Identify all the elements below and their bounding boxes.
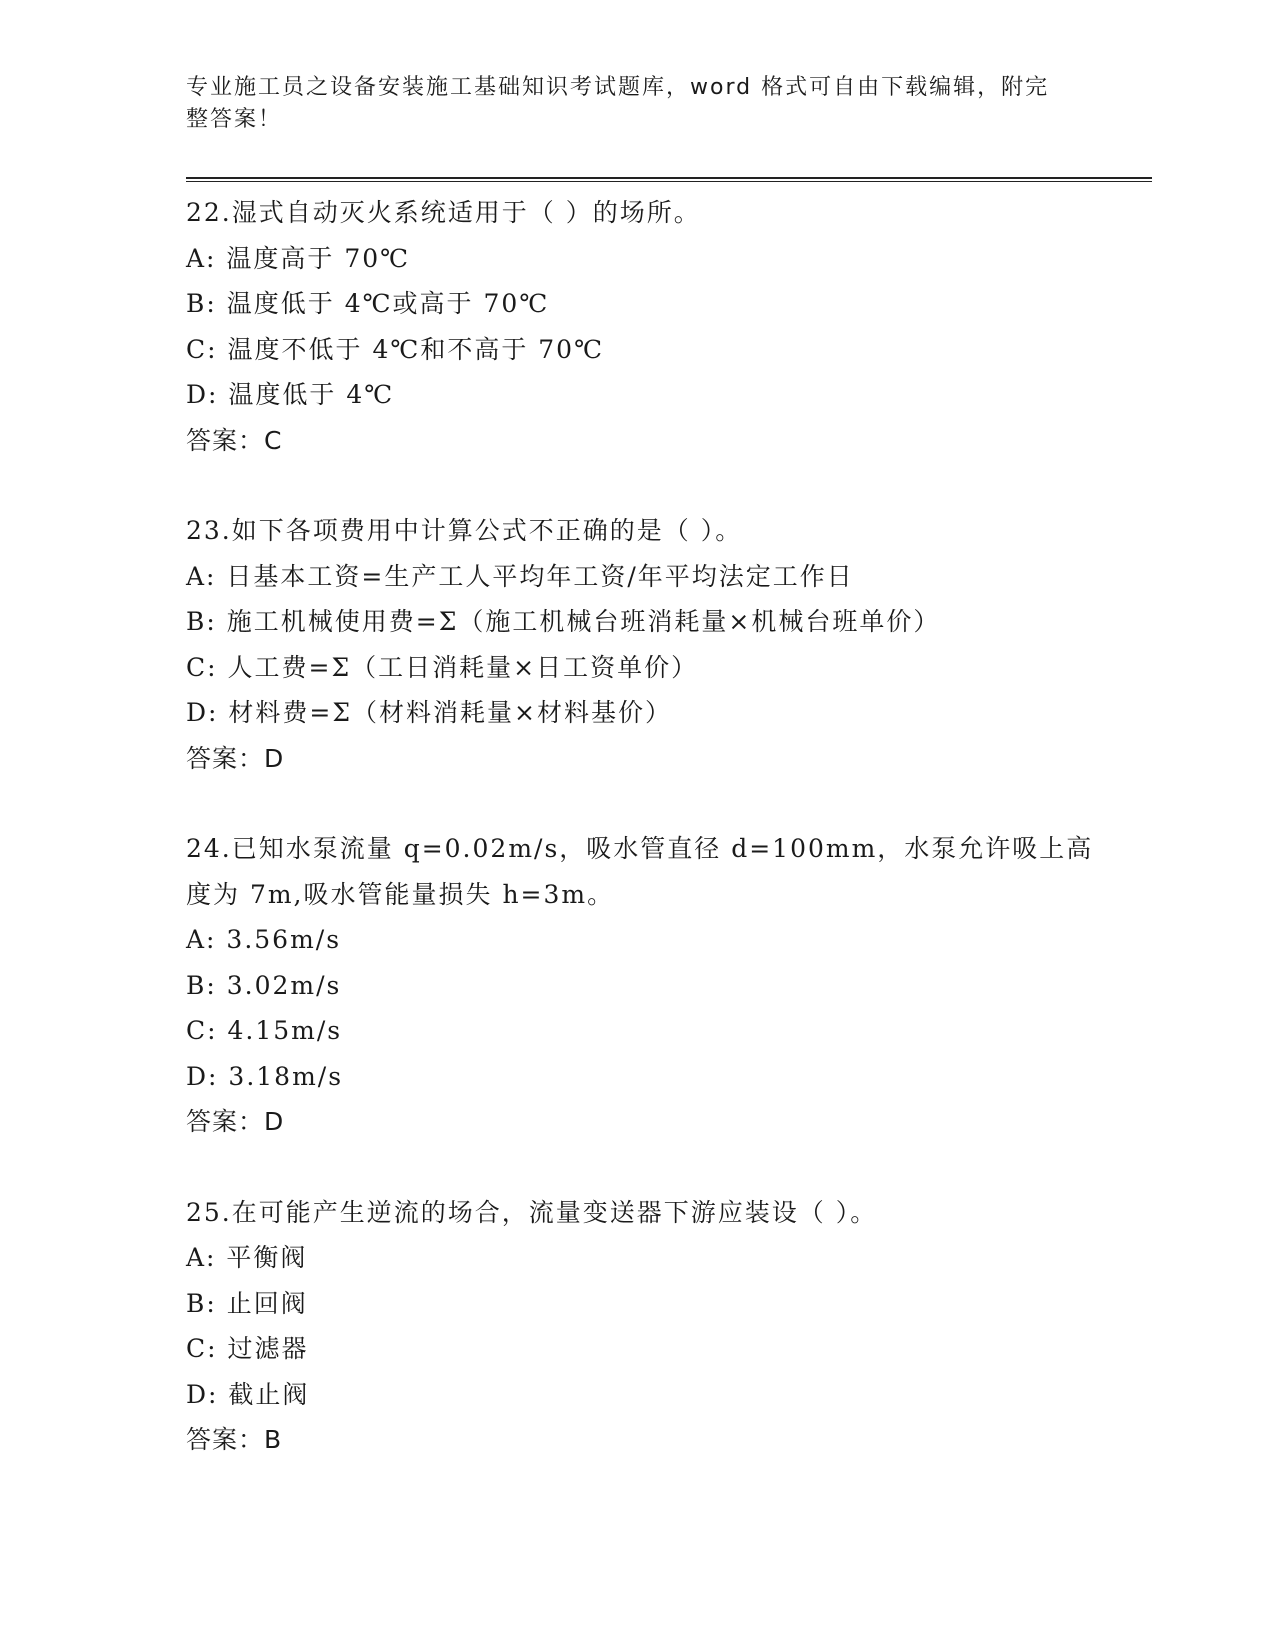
- option-b: B: 3.02m/s: [186, 970, 342, 1000]
- option-a: A: 日基本工资=生产工人平均年工资/年平均法定工作日: [186, 561, 854, 591]
- question-stem: 23.如下各项费用中计算公式不正确的是（ ）。: [186, 516, 743, 545]
- answer-line: 答案：D: [186, 743, 285, 773]
- question-24: [186, 826, 1152, 1145]
- option-d: D: 截止阀: [186, 1379, 310, 1409]
- question-22: [186, 190, 1152, 463]
- option-c: C: 4.15m/s: [186, 1016, 343, 1045]
- option-b: B: 止回阀: [186, 1288, 308, 1318]
- option-d: D: 温度低于 4℃: [186, 380, 395, 409]
- document-header: [186, 72, 1066, 136]
- answer-line: 答案：B: [186, 1425, 283, 1454]
- question-stem: 22.湿式自动灭火系统适用于（ ）的场所。: [186, 198, 701, 227]
- header-line-1: 专业施工员之设备安装施工基础知识考试题库，word 格式可自由下载编辑，附完: [186, 75, 1050, 100]
- option-a: A: 温度高于 70℃: [186, 243, 411, 273]
- answer-line: 答案：C: [186, 425, 283, 455]
- option-b: B: 温度低于 4℃或高于 70℃: [186, 289, 550, 318]
- option-b: B: 施工机械使用费=Σ（施工机械台班消耗量×机械台班单价）: [186, 607, 941, 636]
- option-c: C: 温度不低于 4℃和不高于 70℃: [186, 334, 605, 364]
- option-a: A: 3.56m/s: [186, 925, 342, 954]
- header-line-2: 整答案！: [186, 107, 283, 132]
- answer-line: 答案：D: [186, 1107, 285, 1136]
- option-c: C: 过滤器: [186, 1334, 309, 1363]
- option-c: C: 人工费=Σ（工日消耗量×日工资单价）: [186, 652, 699, 682]
- question-stem-line-2: 度为 7m,吸水管能量损失 h=3m。: [186, 879, 615, 909]
- question-stem: 25.在可能产生逆流的场合，流量变送器下游应装设（ ）。: [186, 1197, 878, 1227]
- question-stem-line-1: 24.已知水泵流量 q=0.02m/s，吸水管直径 d=100mm，水泵允许吸上高: [186, 834, 1094, 863]
- question-list: [186, 190, 1152, 1508]
- option-d: D: 材料费=Σ（材料消耗量×材料基价）: [186, 698, 672, 727]
- option-d: D: 3.18m/s: [186, 1061, 344, 1091]
- question-25: [186, 1190, 1152, 1463]
- question-23: [186, 508, 1152, 781]
- option-a: A: 平衡阀: [186, 1243, 308, 1272]
- header-divider: [186, 177, 1152, 182]
